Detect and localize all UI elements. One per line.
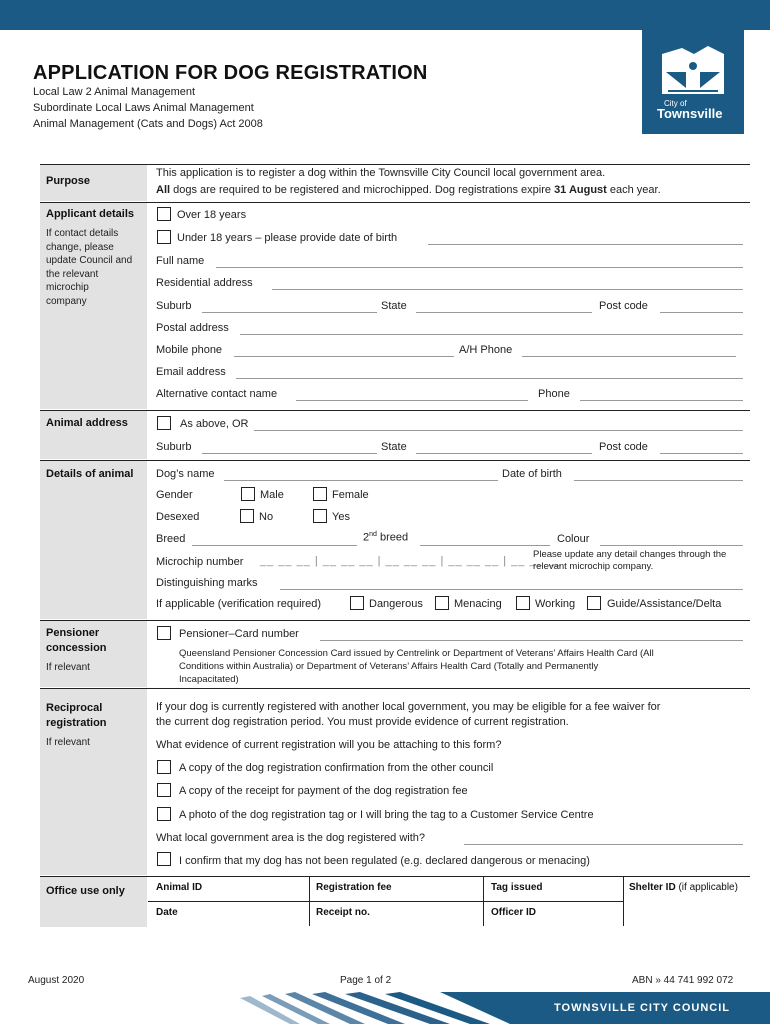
residential-label: Residential address [156, 277, 253, 289]
purpose-mid: dogs are required to be registered and microchipped. Dog registrations expire [170, 184, 555, 196]
desexed-label: Desexed [156, 511, 200, 523]
animal-details-label: Details of animal [46, 468, 134, 480]
animal-address-label: Animal address [46, 417, 128, 429]
evidence-confirmation-checkbox[interactable] [157, 760, 171, 774]
evidence-receipt-checkbox[interactable] [157, 783, 171, 797]
email-field[interactable] [236, 378, 743, 379]
office-row-divider [148, 901, 623, 902]
full-name-field[interactable] [216, 267, 743, 268]
under-18-label: Under 18 years – please provide date of birth [177, 232, 398, 244]
postcode-field[interactable] [660, 312, 743, 313]
female-label: Female [332, 489, 369, 501]
purpose-all: All [156, 184, 171, 196]
reciprocal-label-1: Reciprocal [46, 702, 103, 714]
footer-date: August 2020 [28, 975, 85, 986]
gender-label: Gender [156, 489, 193, 501]
office-reg-fee: Registration fee [316, 882, 392, 893]
animal-address-field[interactable] [254, 430, 743, 431]
under-18-checkbox[interactable] [157, 230, 171, 244]
reciprocal-question: What evidence of current registration will you be attaching to this form? [156, 739, 502, 751]
state-label: State [381, 300, 407, 312]
guide-checkbox[interactable] [587, 596, 601, 610]
subtitle-line-1: Local Law 2 Animal Management [33, 86, 196, 98]
postal-field[interactable] [240, 334, 743, 335]
desexed-yes-label: Yes [332, 511, 350, 523]
animal-postcode-field[interactable] [660, 453, 743, 454]
office-receipt: Receipt no. [316, 907, 370, 918]
office-date: Date [156, 907, 178, 918]
breed-field[interactable] [192, 545, 357, 546]
second-breed-sup: nd [369, 531, 377, 538]
ah-phone-label: A/H Phone [459, 344, 513, 356]
suburb-field[interactable] [202, 312, 377, 313]
state-field[interactable] [416, 312, 592, 313]
purpose-label: Purpose [46, 175, 91, 187]
animal-state-field[interactable] [416, 453, 592, 454]
full-name-label: Full name [156, 255, 205, 267]
desexed-no-checkbox[interactable] [240, 509, 254, 523]
townsville-emblem-icon [656, 44, 730, 100]
footer-band [0, 992, 770, 1024]
breed-label: Breed [156, 533, 186, 545]
purpose-end: each year. [606, 184, 661, 196]
pensioner-label-1: Pensioner [46, 627, 100, 639]
office-tag: Tag issued [491, 882, 543, 893]
microchip-field[interactable]: __ __ __ | __ __ __ | __ __ __ | __ __ __ | __ __ __ [260, 555, 562, 567]
as-above-label: As above, OR [180, 418, 249, 430]
colour-field[interactable] [600, 545, 743, 546]
dob-field[interactable] [428, 244, 743, 245]
dogs-name-field[interactable] [224, 480, 498, 481]
applicant-note-6: company [46, 295, 87, 307]
logo-city-of: City of [664, 99, 687, 108]
council-logo [642, 30, 744, 134]
animal-address-label-box [40, 411, 147, 459]
dangerous-checkbox[interactable] [350, 596, 364, 610]
reciprocal-section [40, 688, 750, 876]
animal-suburb-field[interactable] [202, 453, 377, 454]
office-col-divider-3 [623, 877, 624, 926]
second-breed-label [363, 531, 408, 544]
mobile-label: Mobile phone [156, 344, 223, 356]
marks-field[interactable] [280, 589, 743, 590]
animal-details-label-box [40, 461, 147, 619]
purpose-section [40, 164, 750, 202]
pensioner-desc-1: Queensland Pensioner Concession Card issued by Centrelink or Department of Veterans’ Affairs Health Card (All [179, 648, 654, 659]
over-18-checkbox[interactable] [157, 207, 171, 221]
if-applicable-label: If applicable (verification required) [156, 598, 322, 610]
male-label: Male [260, 489, 284, 501]
office-label: Office use only [46, 885, 125, 897]
colour-label: Colour [557, 533, 590, 545]
over-18-label: Over 18 years [177, 209, 247, 221]
alt-phone-field[interactable] [580, 400, 743, 401]
office-officer: Officer ID [491, 907, 537, 918]
menacing-label: Menacing [454, 598, 502, 610]
confirm-checkbox[interactable] [157, 852, 171, 866]
postal-label: Postal address [156, 322, 229, 334]
logo-townsville: Townsville [657, 106, 723, 121]
animal-suburb-label: Suburb [156, 441, 192, 453]
applicant-label: Applicant details [46, 208, 135, 220]
purpose-expiry: 31 August [554, 184, 607, 196]
lga-field[interactable] [464, 844, 743, 845]
microchip-note-1: Please update any detail changes through the [533, 549, 727, 560]
reciprocal-intro-2: the current dog registration period. You must provide evidence of current registration. [156, 716, 569, 728]
email-label: Email address [156, 366, 226, 378]
office-col-divider-1 [309, 877, 310, 926]
evidence-tag-label: A photo of the dog registration tag or I will bring the tag to a Customer Service Centre [179, 809, 594, 821]
applicant-note-3: update Council and [46, 255, 133, 266]
pensioner-card-label: Pensioner–Card number [179, 628, 299, 640]
postcode-label: Post code [599, 300, 648, 312]
desexed-yes-checkbox[interactable] [313, 509, 327, 523]
pensioner-section [40, 620, 750, 688]
animal-state-label: State [381, 441, 407, 453]
pensioner-checkbox[interactable] [157, 626, 171, 640]
suburb-label: Suburb [156, 300, 192, 312]
applicant-note-1: If contact details [46, 228, 119, 239]
menacing-checkbox[interactable] [435, 596, 449, 610]
as-above-checkbox[interactable] [157, 416, 171, 430]
residential-field[interactable] [272, 289, 743, 290]
office-animal-id: Animal ID [156, 882, 203, 893]
reciprocal-label-2: registration [46, 717, 107, 729]
office-shelter-note: (if applicable) [675, 882, 738, 893]
alt-phone-label: Phone [538, 388, 570, 400]
male-checkbox[interactable] [241, 487, 255, 501]
second-breed-text: breed [376, 531, 409, 544]
office-label-box [40, 877, 147, 927]
form-title: APPLICATION FOR DOG REGISTRATION [33, 62, 428, 84]
second-breed-field[interactable] [420, 545, 550, 546]
subtitle-line-3: Animal Management (Cats and Dogs) Act 2008 [33, 118, 263, 130]
reciprocal-intro-1: If your dog is currently registered with another local government, you may be eligible for a fee waiver for [156, 701, 661, 713]
top-color-bar [0, 0, 770, 30]
purpose-label-box [40, 165, 147, 201]
office-shelter-bold: Shelter ID [629, 882, 676, 893]
pensioner-label-2: concession [46, 642, 107, 654]
animal-address-section [40, 410, 750, 460]
applicant-note-2: change, please [46, 241, 114, 253]
second-breed-num: 2 [363, 531, 370, 544]
animal-dob-field[interactable] [574, 480, 743, 481]
pensioner-desc-2: Conditions within Australia) or Department of Veterans’ Affairs Health Card (Totally and Permanently [179, 661, 599, 672]
office-col-divider-2 [483, 877, 484, 926]
evidence-receipt-label: A copy of the receipt for payment of the dog registration fee [179, 785, 468, 797]
lga-label: What local government area is the dog registered with? [156, 832, 426, 844]
applicant-note-5: microchip [46, 282, 89, 293]
purpose-line-2 [156, 184, 661, 196]
ah-phone-field[interactable] [522, 356, 736, 357]
evidence-tag-checkbox[interactable] [157, 807, 171, 821]
marks-label: Distinguishing marks [156, 577, 258, 589]
evidence-confirmation-label: A copy of the dog registration confirmation from the other council [179, 762, 494, 774]
applicant-section [40, 202, 750, 410]
dob-label: Date of birth [502, 468, 562, 480]
working-checkbox[interactable] [516, 596, 530, 610]
animal-details-section [40, 460, 750, 620]
office-shelter [629, 882, 738, 893]
office-table [148, 877, 750, 926]
footer-abn: ABN » 44 741 992 072 [632, 975, 734, 986]
working-label: Working [535, 598, 576, 610]
pensioner-label-box [40, 621, 147, 687]
footer-page: Page 1 of 2 [340, 975, 392, 986]
pensioner-card-field[interactable] [320, 640, 743, 641]
purpose-line-1: This application is to register a dog within the Townsville City Council local government area. [156, 167, 606, 179]
alt-contact-field[interactable] [296, 400, 528, 401]
reciprocal-label-box [40, 689, 147, 875]
confirm-label: I confirm that my dog has not been regulated (e.g. declared dangerous or menacing) [179, 855, 590, 867]
guide-label: Guide/Assistance/Delta [607, 598, 722, 610]
dogs-name-label: Dog’s name [156, 468, 215, 480]
applicant-label-box [40, 203, 147, 409]
pensioner-desc-3: Incapacitated) [179, 674, 239, 685]
footer-council: TOWNSVILLE CITY COUNCIL [554, 1002, 730, 1014]
microchip-label: Microchip number [156, 556, 244, 568]
female-checkbox[interactable] [313, 487, 327, 501]
alt-contact-label: Alternative contact name [156, 388, 278, 400]
desexed-no-label: No [259, 511, 274, 523]
applicant-note-4: the relevant [46, 268, 99, 280]
animal-postcode-label: Post code [599, 441, 648, 453]
reciprocal-note: If relevant [46, 737, 90, 748]
mobile-field[interactable] [234, 356, 454, 357]
pensioner-note: If relevant [46, 662, 90, 673]
dangerous-label: Dangerous [369, 598, 423, 610]
microchip-note-2: relevant microchip company. [533, 561, 654, 572]
subtitle-line-2: Subordinate Local Laws Animal Management [33, 102, 254, 114]
